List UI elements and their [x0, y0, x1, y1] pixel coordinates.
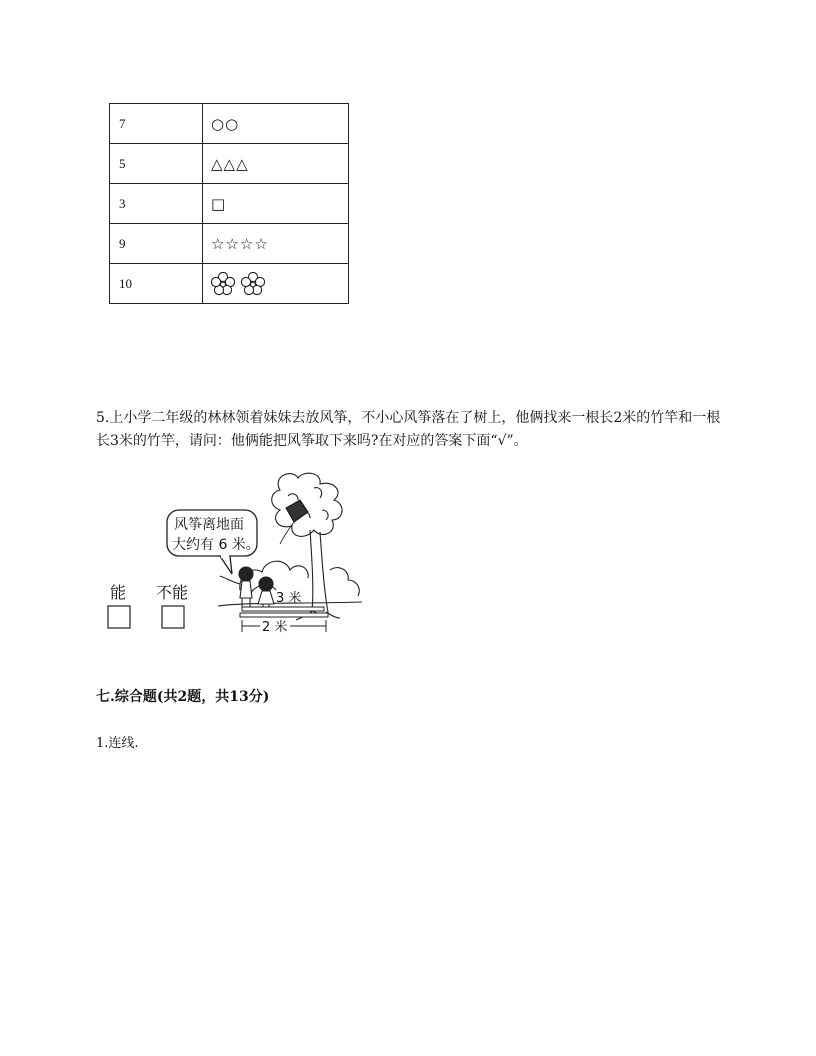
table-row: [110, 224, 349, 264]
option-yes-checkbox[interactable]: [108, 606, 130, 628]
row-number: 3: [110, 184, 203, 224]
flower-icon: [211, 272, 235, 296]
pole-long-label: 3 米: [276, 591, 302, 606]
row-symbols: ☆☆☆☆: [203, 224, 349, 264]
speech-line-1: 风筝离地面: [174, 517, 244, 533]
option-no-label: 不能: [156, 583, 189, 602]
table-row: [110, 144, 349, 184]
table-row: [110, 184, 349, 224]
option-yes-label: 能: [110, 583, 127, 602]
row-symbols: □: [203, 184, 349, 224]
table-row: [110, 104, 349, 144]
option-no-checkbox[interactable]: [162, 606, 184, 628]
section-7-question-1: 1.连线.: [96, 736, 139, 751]
question-5-text: 5.上小学二年级的林林领着妹妹去放风筝，不小心风筝落在了树上，他俩找来一根长2米的竹竿和一根长3米的竹竿，请问：他俩能把风筝取下来吗?在对应的答案下面“√”。: [96, 410, 721, 449]
table-row: [110, 264, 349, 304]
row-number: 9: [110, 224, 203, 264]
kite-tree-illustration: [100, 470, 370, 640]
section-7-title: 七.综合题(共2题，共13分): [96, 689, 270, 705]
pole-short-label: 2 米: [262, 620, 288, 635]
row-number: 10: [110, 264, 203, 304]
row-symbols: △△△: [203, 144, 349, 184]
row-number: 7: [110, 104, 203, 144]
kite: [286, 500, 308, 522]
matching-table: [109, 103, 349, 304]
row-symbols: ○○: [203, 104, 349, 144]
flower-icon: [241, 272, 265, 296]
row-symbols: [203, 264, 349, 304]
pole-short: [240, 613, 328, 617]
speech-line-2: 大约有 6 米。: [172, 537, 260, 553]
pole-long: [242, 607, 324, 611]
row-number: 5: [110, 144, 203, 184]
